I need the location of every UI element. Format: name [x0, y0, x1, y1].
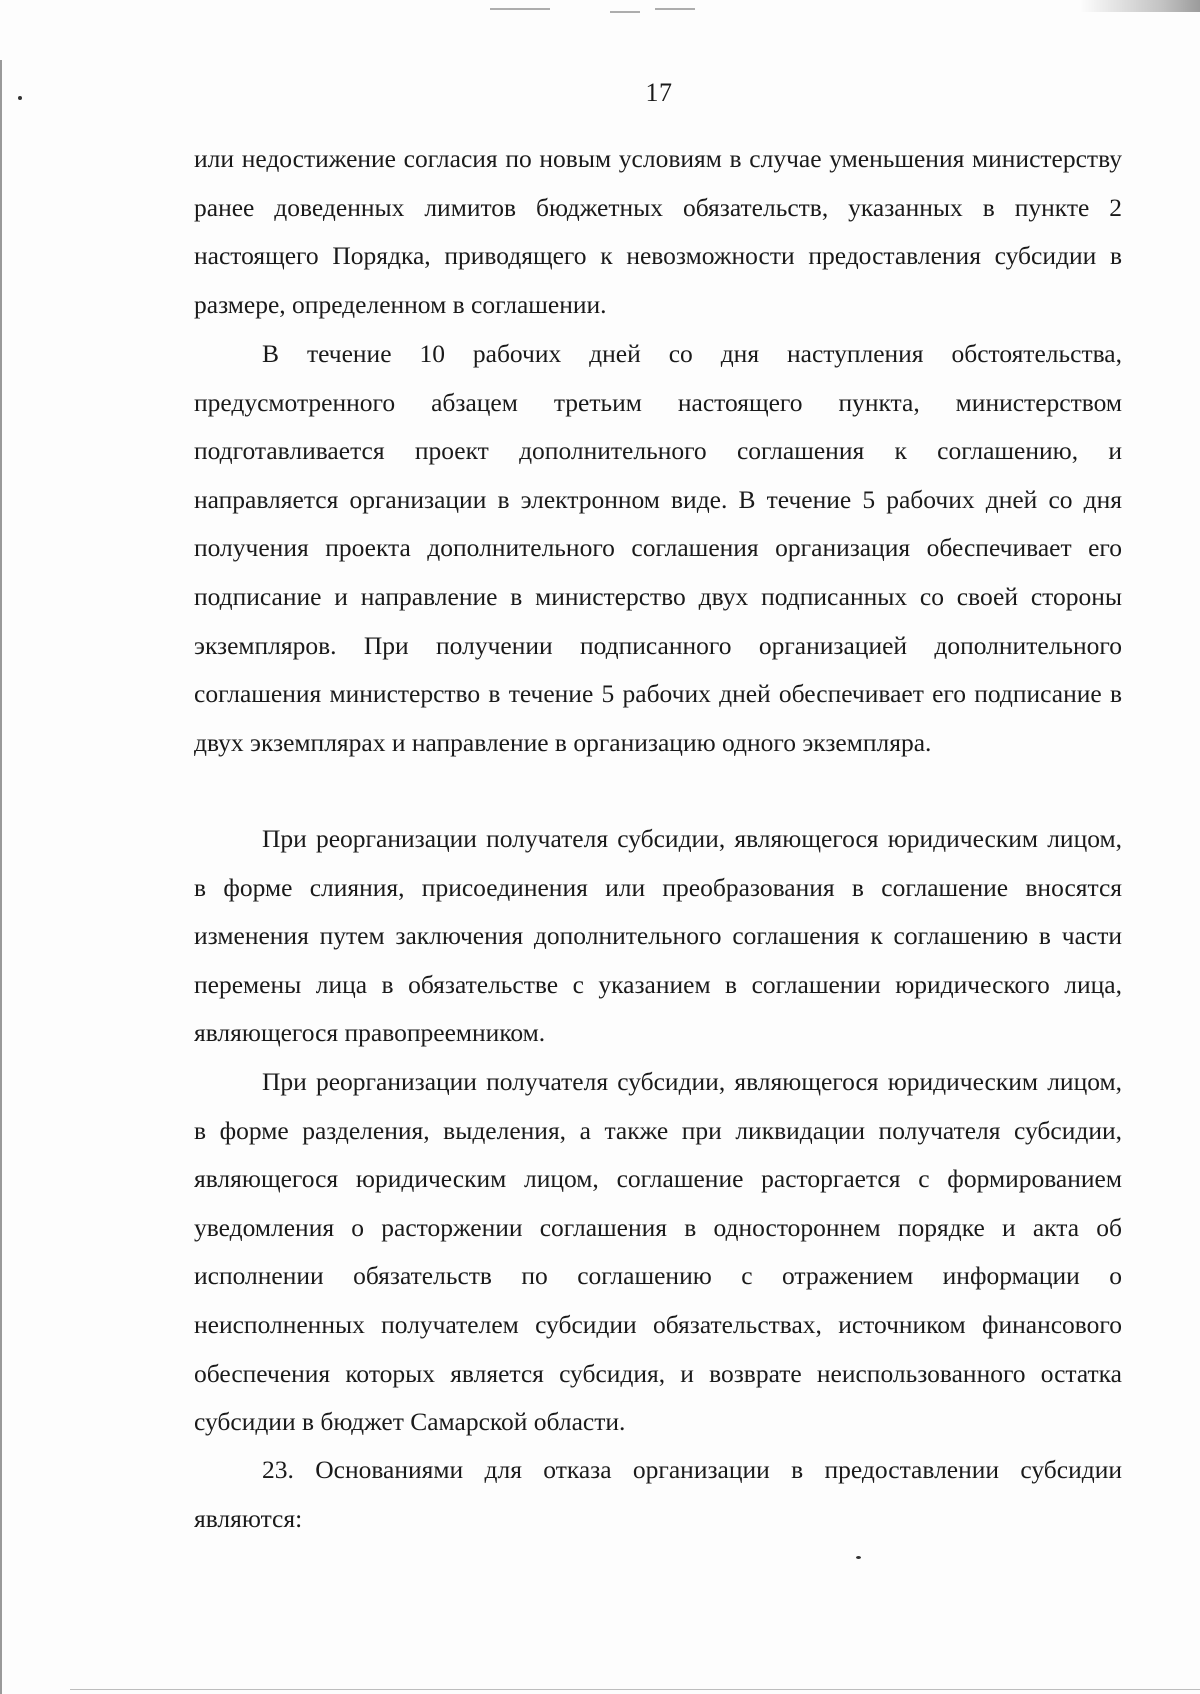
page-number: 17 — [645, 78, 673, 107]
paragraph-additional-agreement — [194, 330, 1122, 767]
paragraph-continuation — [194, 135, 1122, 329]
paragraph-item-23 — [194, 1446, 1122, 1543]
paragraph-text: В течение 10 рабочих дней со дня наступления обстоятельства, предусмотренного абзацем третьим настоящего пункта, министерством подготавливается проект дополнительного соглашения к соглашению, и направляется организации в электронном виде. В течение 5 рабочих дней со дня получения проекта дополнительного соглашения организация обеспечивает его подписание и направление в министерство двух подписанных со своей стороны экземпляров. При получении подписанного организацией дополнительного соглашения министерство в течение 5 рабочих дней обеспечивает его подписание в двух экземплярах и направление в организацию одного экземпляра. — [194, 339, 1122, 757]
paragraph-reorganization-merger — [194, 815, 1122, 1058]
paragraph-text: При реорганизации получателя субсидии, являющегося юридическим лицом, в форме слияния, присоединения или преобразования в соглашение вносятся изменения путем заключения дополнительного соглашения к соглашению в части перемены лица в обязательстве с указанием в соглашении юридического лица, являющегося правопреемником. — [194, 824, 1122, 1048]
scan-noise-corner — [1080, 0, 1200, 12]
scan-edge-bottom — [70, 1689, 1200, 1690]
scan-noise-top — [470, 8, 720, 22]
paragraph-text: или недостижение согласия по новым условиям в случае уменьшения министерству ранее доведенных лимитов бюджетных обязательств, указанных в пункте 2 настоящего Порядка, приводящего к невозможности предоставления субсидии в размере, определенном в соглашении. — [194, 144, 1122, 319]
scan-speck — [856, 1556, 861, 1559]
scan-edge-left — [0, 60, 2, 1694]
paragraph-reorganization-division — [194, 1058, 1122, 1447]
paragraph-text: При реорганизации получателя субсидии, являющегося юридическим лицом, в форме разделения, выделения, а также при ликвидации получателя субсидии, являющегося юридическим лицом, соглашение расторгается с формированием уведомления о расторжении соглашения в одностороннем порядке и акта об исполнении обязательств по соглашению с отражением информации о неисполненных получателем субсидии обязательствах, источником финансового обеспечения которых является субсидия, и возврате неиспользованного остатка субсидии в бюджет Самарской области. — [194, 1067, 1122, 1437]
paragraph-text: 23. Основаниями для отказа организации в предоставлении субсидии являются: — [194, 1455, 1122, 1533]
